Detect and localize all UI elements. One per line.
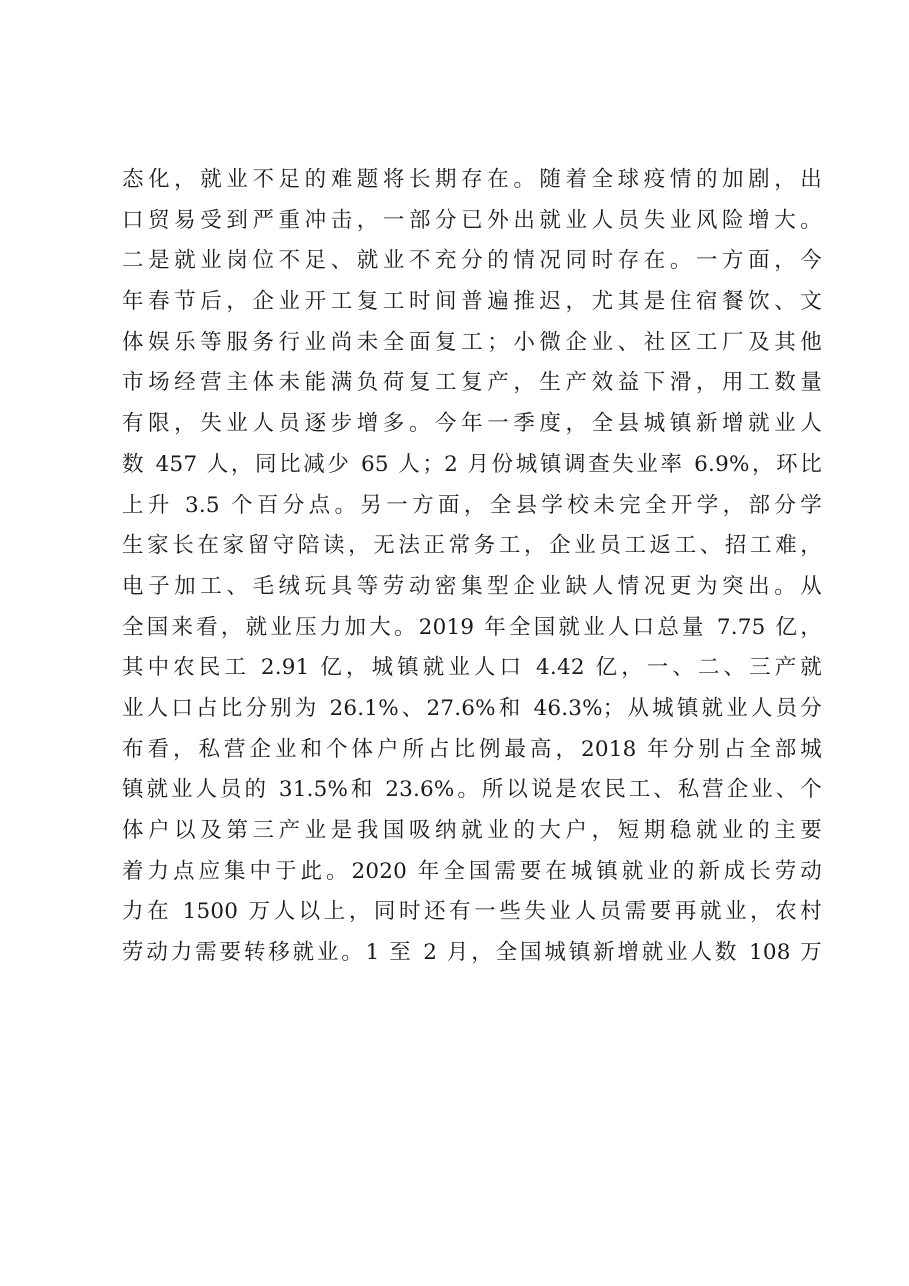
text-line: 业人口占比分别为 26.1%、27.6%和 46.3%；从城镇就业人员分 <box>122 695 822 721</box>
text-line: 市场经营主体未能满负荷复工复产，生产效益下滑，用工数量 <box>122 370 822 396</box>
text-line: 其中农民工 2.91 亿，城镇就业人口 4.42 亿，一、二、三产就 <box>122 655 822 681</box>
text-line: 口贸易受到严重冲击，一部分已外出就业人员失业风险增大。 <box>122 207 822 233</box>
text-line: 年春节后，企业开工复工时间普遍推迟，尤其是住宿餐饮、文 <box>122 289 822 315</box>
text-line: 数 457 人，同比减少 65 人；2 月份城镇调查失业率 6.9%，环比 <box>122 451 822 477</box>
text-line: 着力点应集中于此。2020 年全国需要在城镇就业的新成长劳动 <box>122 858 822 884</box>
text-line: 力在 1500 万人以上，同时还有一些失业人员需要再就业，农村 <box>122 899 822 925</box>
text-line: 二是就业岗位不足、就业不充分的情况同时存在。一方面，今 <box>122 248 822 274</box>
body-paragraph <box>122 160 822 974</box>
text-line: 劳动力需要转移就业。1 至 2 月，全国城镇新增就业人数 108 万 <box>122 940 822 966</box>
text-line: 体娱乐等服务行业尚未全面复工；小微企业、社区工厂及其他 <box>122 329 822 355</box>
text-line: 镇就业人员的 31.5%和 23.6%。所以说是农民工、私营企业、个 <box>122 777 822 803</box>
text-line: 上升 3.5 个百分点。另一方面，全县学校未完全开学，部分学 <box>122 492 822 518</box>
text-line: 电子加工、毛绒玩具等劳动密集型企业缺人情况更为突出。从 <box>122 573 822 599</box>
text-line: 态化，就业不足的难题将长期存在。随着全球疫情的加剧，出 <box>122 167 822 192</box>
text-line: 全国来看，就业压力加大。2019 年全国就业人口总量 7.75 亿， <box>122 614 822 640</box>
text-line: 布看，私营企业和个体户所占比例最高，2018 年分别占全部城 <box>122 736 822 762</box>
text-line: 有限，失业人员逐步增多。今年一季度，全县城镇新增就业人 <box>122 411 822 437</box>
text-line: 体户以及第三产业是我国吸纳就业的大户，短期稳就业的主要 <box>122 818 822 843</box>
text-line: 生家长在家留守陪读，无法正常务工，企业员工返工、招工难， <box>122 533 822 559</box>
